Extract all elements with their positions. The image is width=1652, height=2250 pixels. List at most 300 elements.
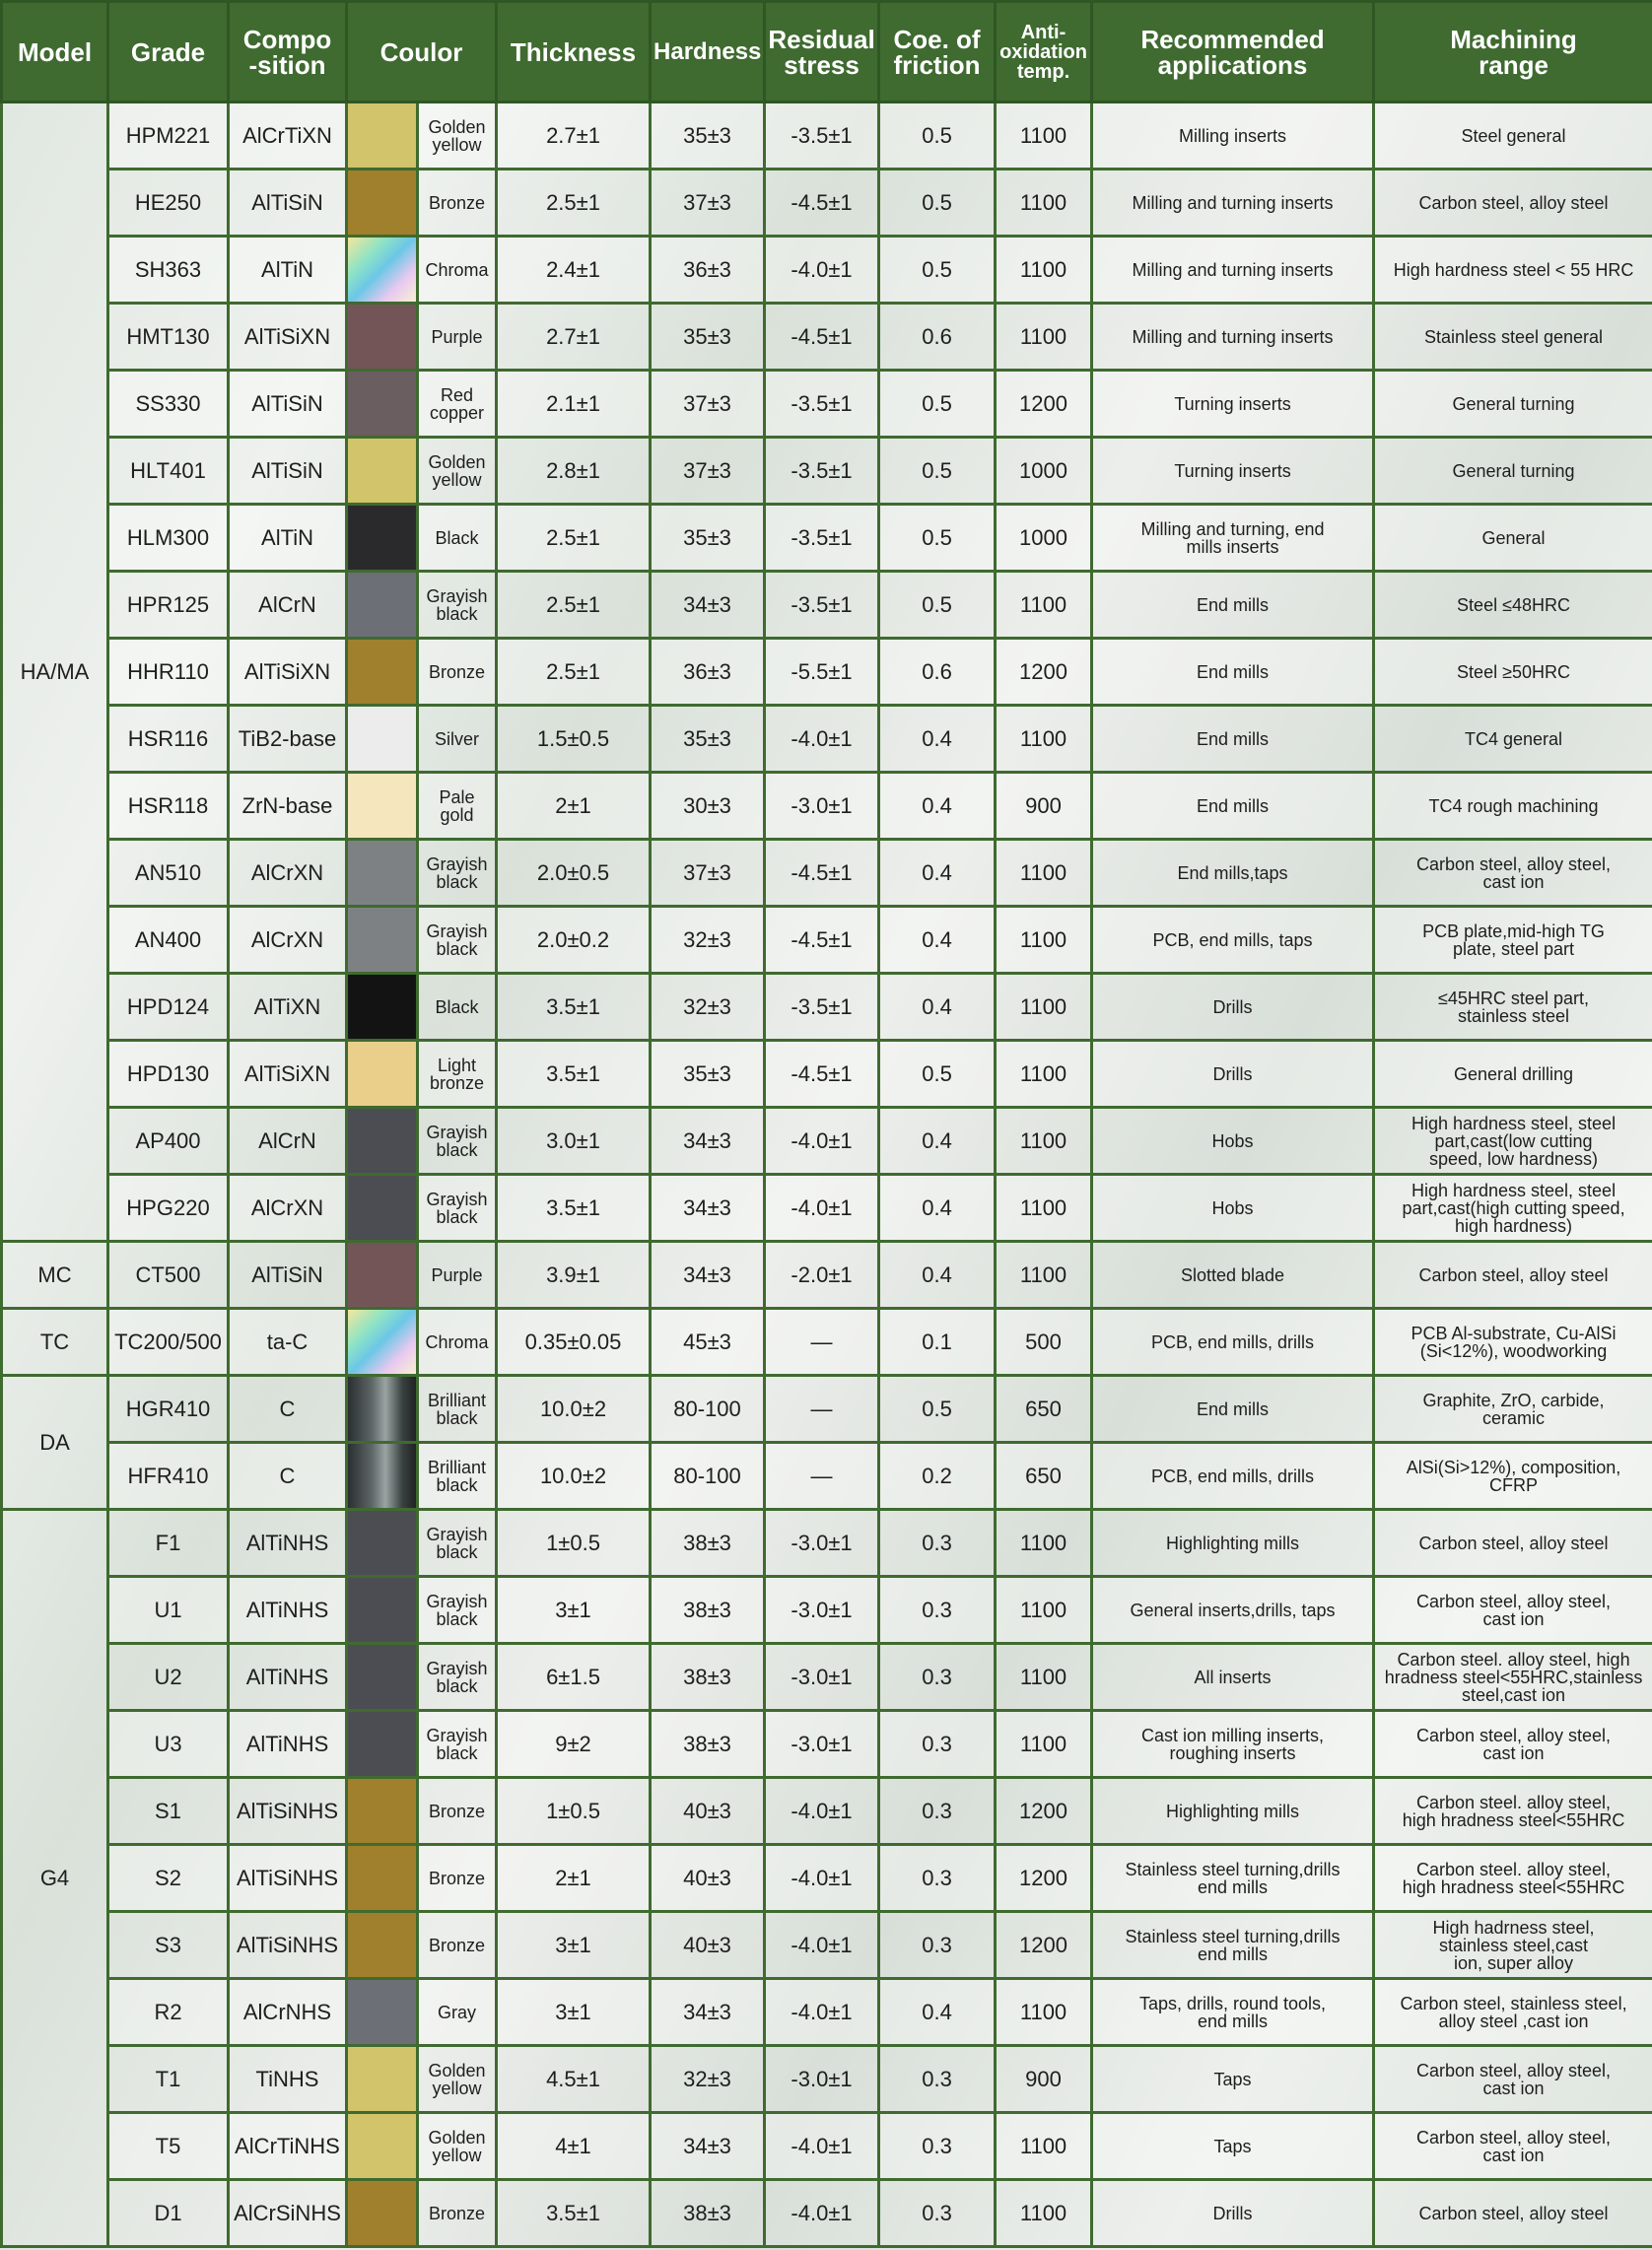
hardness-cell: 38±3 bbox=[651, 1711, 765, 1778]
machining-range-cell: Carbon steel, alloy steel bbox=[1374, 2180, 1652, 2247]
colour-swatch bbox=[347, 102, 418, 170]
colour-label-cell: Grayish black bbox=[418, 1510, 497, 1577]
header-friction: Coe. of friction bbox=[879, 2, 996, 102]
hardness-cell: 36±3 bbox=[651, 237, 765, 304]
colour-swatch bbox=[347, 1309, 418, 1376]
composition-cell: AlTiNHS bbox=[229, 1510, 347, 1577]
header-row bbox=[2, 2, 1652, 102]
friction-cell: 0.2 bbox=[879, 1443, 996, 1510]
header-applications: Recommended applications bbox=[1092, 2, 1374, 102]
colour-swatch-fill bbox=[348, 1511, 416, 1575]
application-cell: Slotted blade bbox=[1092, 1242, 1374, 1309]
header-anti-oxidation: Anti- oxidation temp. bbox=[996, 2, 1092, 102]
colour-swatch bbox=[347, 1510, 418, 1577]
composition-cell: AlTiSiXN bbox=[229, 1041, 347, 1108]
hardness-cell: 34±3 bbox=[651, 1979, 765, 2046]
colour-swatch bbox=[347, 706, 418, 773]
machining-range-cell: Carbon steel, alloy steel bbox=[1374, 1510, 1652, 1577]
friction-cell: 0.5 bbox=[879, 1376, 996, 1443]
colour-swatch-fill bbox=[348, 975, 416, 1039]
thickness-cell: 0.35±0.05 bbox=[497, 1309, 651, 1376]
table-row bbox=[2, 1644, 1652, 1711]
friction-cell: 0.5 bbox=[879, 102, 996, 170]
colour-swatch-fill bbox=[348, 1042, 416, 1106]
anti-oxidation-cell: 1200 bbox=[996, 1778, 1092, 1845]
residual-stress-cell: — bbox=[765, 1376, 879, 1443]
grade-cell: HSR118 bbox=[108, 773, 229, 840]
table-row bbox=[2, 170, 1652, 237]
colour-swatch-fill bbox=[348, 640, 416, 704]
application-cell: End mills bbox=[1092, 1376, 1374, 1443]
thickness-cell: 10.0±2 bbox=[497, 1443, 651, 1510]
grade-cell: T1 bbox=[108, 2046, 229, 2113]
colour-label-cell: Pale gold bbox=[418, 773, 497, 840]
table-row bbox=[2, 1577, 1652, 1644]
colour-swatch bbox=[347, 505, 418, 572]
friction-cell: 0.4 bbox=[879, 1108, 996, 1175]
application-cell: Hobs bbox=[1092, 1175, 1374, 1242]
table-row bbox=[2, 304, 1652, 371]
colour-swatch-fill bbox=[348, 1109, 416, 1173]
friction-cell: 0.3 bbox=[879, 2113, 996, 2180]
hardness-cell: 40±3 bbox=[651, 1912, 765, 1979]
machining-range-cell: Carbon steel, alloy steel, cast ion bbox=[1374, 2046, 1652, 2113]
table-row bbox=[2, 1912, 1652, 1979]
grade-cell: HHR110 bbox=[108, 639, 229, 706]
friction-cell: 0.5 bbox=[879, 170, 996, 237]
composition-cell: AlTiSiXN bbox=[229, 304, 347, 371]
colour-label-cell: Grayish black bbox=[418, 1644, 497, 1711]
hardness-cell: 38±3 bbox=[651, 1644, 765, 1711]
colour-label-cell: Golden yellow bbox=[418, 438, 497, 505]
table-row bbox=[2, 1845, 1652, 1912]
residual-stress-cell: -4.0±1 bbox=[765, 1778, 879, 1845]
anti-oxidation-cell: 1100 bbox=[996, 170, 1092, 237]
colour-swatch bbox=[347, 1242, 418, 1309]
colour-label-cell: Red copper bbox=[418, 371, 497, 438]
composition-cell: AlCrXN bbox=[229, 907, 347, 974]
composition-cell: AlCrNHS bbox=[229, 1979, 347, 2046]
residual-stress-cell: — bbox=[765, 1309, 879, 1376]
composition-cell: AlCrXN bbox=[229, 1175, 347, 1242]
anti-oxidation-cell: 1100 bbox=[996, 1979, 1092, 2046]
friction-cell: 0.5 bbox=[879, 237, 996, 304]
colour-swatch bbox=[347, 2180, 418, 2247]
composition-cell: ZrN-base bbox=[229, 773, 347, 840]
colour-swatch-fill bbox=[348, 1980, 416, 2044]
application-cell: End mills bbox=[1092, 706, 1374, 773]
application-cell: Highlighting mills bbox=[1092, 1778, 1374, 1845]
grade-cell: CT500 bbox=[108, 1242, 229, 1309]
residual-stress-cell: -4.0±1 bbox=[765, 706, 879, 773]
hardness-cell: 45±3 bbox=[651, 1309, 765, 1376]
header-colour: Coulor bbox=[347, 2, 497, 102]
anti-oxidation-cell: 500 bbox=[996, 1309, 1092, 1376]
colour-swatch-fill bbox=[348, 2181, 416, 2245]
application-cell: Milling and turning inserts bbox=[1092, 304, 1374, 371]
friction-cell: 0.4 bbox=[879, 773, 996, 840]
hardness-cell: 37±3 bbox=[651, 371, 765, 438]
residual-stress-cell: -3.0±1 bbox=[765, 1711, 879, 1778]
colour-label-cell: Grayish black bbox=[418, 1108, 497, 1175]
composition-cell: AlCrN bbox=[229, 572, 347, 639]
composition-cell: C bbox=[229, 1376, 347, 1443]
colour-label-cell: Purple bbox=[418, 1242, 497, 1309]
friction-cell: 0.3 bbox=[879, 1577, 996, 1644]
grade-cell: S3 bbox=[108, 1912, 229, 1979]
thickness-cell: 2±1 bbox=[497, 1845, 651, 1912]
residual-stress-cell: — bbox=[765, 1443, 879, 1510]
thickness-cell: 3±1 bbox=[497, 1912, 651, 1979]
colour-swatch bbox=[347, 237, 418, 304]
machining-range-cell: Steel ≥50HRC bbox=[1374, 639, 1652, 706]
thickness-cell: 1±0.5 bbox=[497, 1510, 651, 1577]
composition-cell: AlTiSiN bbox=[229, 1242, 347, 1309]
composition-cell: AlTiXN bbox=[229, 974, 347, 1041]
colour-swatch bbox=[347, 2113, 418, 2180]
anti-oxidation-cell: 1100 bbox=[996, 1577, 1092, 1644]
colour-swatch-fill bbox=[348, 1846, 416, 1910]
thickness-cell: 3.5±1 bbox=[497, 2180, 651, 2247]
colour-swatch-fill bbox=[348, 841, 416, 905]
machining-range-cell: PCB plate,mid-high TG plate, steel part bbox=[1374, 907, 1652, 974]
application-cell: Turning inserts bbox=[1092, 438, 1374, 505]
hardness-cell: 32±3 bbox=[651, 974, 765, 1041]
thickness-cell: 2±1 bbox=[497, 773, 651, 840]
colour-label-cell: Brilliant black bbox=[418, 1376, 497, 1443]
anti-oxidation-cell: 1100 bbox=[996, 2113, 1092, 2180]
table-row bbox=[2, 438, 1652, 505]
anti-oxidation-cell: 1100 bbox=[996, 304, 1092, 371]
table-row bbox=[2, 1979, 1652, 2046]
colour-label-cell: Bronze bbox=[418, 2180, 497, 2247]
thickness-cell: 3.5±1 bbox=[497, 974, 651, 1041]
residual-stress-cell: -4.0±1 bbox=[765, 237, 879, 304]
colour-label-cell: Bronze bbox=[418, 1778, 497, 1845]
colour-swatch-fill bbox=[348, 1176, 416, 1240]
residual-stress-cell: -4.0±1 bbox=[765, 1845, 879, 1912]
anti-oxidation-cell: 1100 bbox=[996, 907, 1092, 974]
machining-range-cell: TC4 rough machining bbox=[1374, 773, 1652, 840]
colour-swatch bbox=[347, 1041, 418, 1108]
colour-swatch-fill bbox=[348, 238, 416, 302]
machining-range-cell: Carbon steel, alloy steel, cast ion bbox=[1374, 2113, 1652, 2180]
friction-cell: 0.4 bbox=[879, 1242, 996, 1309]
thickness-cell: 4±1 bbox=[497, 2113, 651, 2180]
hardness-cell: 80-100 bbox=[651, 1376, 765, 1443]
hardness-cell: 34±3 bbox=[651, 1175, 765, 1242]
residual-stress-cell: -3.5±1 bbox=[765, 438, 879, 505]
anti-oxidation-cell: 1200 bbox=[996, 639, 1092, 706]
machining-range-cell: Steel general bbox=[1374, 102, 1652, 170]
grade-cell: HSR116 bbox=[108, 706, 229, 773]
colour-swatch-fill bbox=[348, 1377, 416, 1441]
colour-swatch-fill bbox=[348, 1913, 416, 1977]
colour-swatch bbox=[347, 1443, 418, 1510]
anti-oxidation-cell: 1100 bbox=[996, 1711, 1092, 1778]
application-cell: Stainless steel turning,drills end mills bbox=[1092, 1845, 1374, 1912]
residual-stress-cell: -3.0±1 bbox=[765, 2046, 879, 2113]
model-cell: MC bbox=[2, 1242, 108, 1309]
thickness-cell: 3±1 bbox=[497, 1577, 651, 1644]
application-cell: End mills bbox=[1092, 639, 1374, 706]
thickness-cell: 2.5±1 bbox=[497, 505, 651, 572]
table-row bbox=[2, 1376, 1652, 1443]
colour-label-cell: Golden yellow bbox=[418, 2046, 497, 2113]
residual-stress-cell: -4.0±1 bbox=[765, 2180, 879, 2247]
colour-label-cell: Bronze bbox=[418, 1845, 497, 1912]
friction-cell: 0.3 bbox=[879, 1644, 996, 1711]
machining-range-cell: Carbon steel, stainless steel, alloy steel ,cast ion bbox=[1374, 1979, 1652, 2046]
colour-swatch bbox=[347, 170, 418, 237]
anti-oxidation-cell: 1100 bbox=[996, 1175, 1092, 1242]
grade-cell: U2 bbox=[108, 1644, 229, 1711]
anti-oxidation-cell: 1100 bbox=[996, 2180, 1092, 2247]
thickness-cell: 2.0±0.2 bbox=[497, 907, 651, 974]
application-cell: All inserts bbox=[1092, 1644, 1374, 1711]
table-row bbox=[2, 1108, 1652, 1175]
anti-oxidation-cell: 1100 bbox=[996, 572, 1092, 639]
residual-stress-cell: -3.5±1 bbox=[765, 974, 879, 1041]
application-cell: PCB, end mills, drills bbox=[1092, 1443, 1374, 1510]
colour-swatch bbox=[347, 1711, 418, 1778]
table-row bbox=[2, 505, 1652, 572]
grade-cell: F1 bbox=[108, 1510, 229, 1577]
table-row bbox=[2, 1175, 1652, 1242]
table-row bbox=[2, 2180, 1652, 2247]
colour-swatch bbox=[347, 1845, 418, 1912]
anti-oxidation-cell: 1100 bbox=[996, 1510, 1092, 1577]
colour-swatch bbox=[347, 304, 418, 371]
friction-cell: 0.3 bbox=[879, 2180, 996, 2247]
colour-swatch-fill bbox=[348, 372, 416, 436]
hardness-cell: 35±3 bbox=[651, 706, 765, 773]
colour-swatch-fill bbox=[348, 1645, 416, 1709]
thickness-cell: 3.5±1 bbox=[497, 1175, 651, 1242]
thickness-cell: 10.0±2 bbox=[497, 1376, 651, 1443]
colour-swatch bbox=[347, 840, 418, 907]
grade-cell: AP400 bbox=[108, 1108, 229, 1175]
grade-cell: HMT130 bbox=[108, 304, 229, 371]
colour-label-cell: Grayish black bbox=[418, 1577, 497, 1644]
composition-cell: AlTiSiN bbox=[229, 170, 347, 237]
application-cell: Milling and turning inserts bbox=[1092, 237, 1374, 304]
machining-range-cell: High hardness steel < 55 HRC bbox=[1374, 237, 1652, 304]
residual-stress-cell: -4.5±1 bbox=[765, 1041, 879, 1108]
thickness-cell: 3.5±1 bbox=[497, 1041, 651, 1108]
header-grade: Grade bbox=[108, 2, 229, 102]
header-residual-stress: Residual stress bbox=[765, 2, 879, 102]
thickness-cell: 6±1.5 bbox=[497, 1644, 651, 1711]
composition-cell: AlCrTiXN bbox=[229, 102, 347, 170]
table-row bbox=[2, 371, 1652, 438]
machining-range-cell: Steel ≤48HRC bbox=[1374, 572, 1652, 639]
application-cell: Stainless steel turning,drills end mills bbox=[1092, 1912, 1374, 1979]
application-cell: Drills bbox=[1092, 974, 1374, 1041]
table-row bbox=[2, 102, 1652, 170]
machining-range-cell: High hadrness steel, stainless steel,cast ion, super alloy bbox=[1374, 1912, 1652, 1979]
machining-range-cell: Graphite, ZrO, carbide, ceramic bbox=[1374, 1376, 1652, 1443]
residual-stress-cell: -4.0±1 bbox=[765, 1108, 879, 1175]
colour-swatch bbox=[347, 1577, 418, 1644]
composition-cell: AlTiSiNHS bbox=[229, 1912, 347, 1979]
colour-swatch bbox=[347, 1778, 418, 1845]
model-cell: G4 bbox=[2, 1510, 108, 2247]
composition-cell: AlCrSiNHS bbox=[229, 2180, 347, 2247]
colour-label-cell: Grayish black bbox=[418, 1711, 497, 1778]
friction-cell: 0.1 bbox=[879, 1309, 996, 1376]
thickness-cell: 1±0.5 bbox=[497, 1778, 651, 1845]
hardness-cell: 35±3 bbox=[651, 102, 765, 170]
hardness-cell: 40±3 bbox=[651, 1845, 765, 1912]
friction-cell: 0.4 bbox=[879, 706, 996, 773]
colour-label-cell: Black bbox=[418, 974, 497, 1041]
colour-label-cell: Bronze bbox=[418, 639, 497, 706]
hardness-cell: 80-100 bbox=[651, 1443, 765, 1510]
grade-cell: S2 bbox=[108, 1845, 229, 1912]
anti-oxidation-cell: 900 bbox=[996, 773, 1092, 840]
colour-swatch bbox=[347, 2046, 418, 2113]
hardness-cell: 38±3 bbox=[651, 1577, 765, 1644]
machining-range-cell: Carbon steel, alloy steel, cast ion bbox=[1374, 840, 1652, 907]
friction-cell: 0.3 bbox=[879, 1912, 996, 1979]
machining-range-cell: Carbon steel. alloy steel, high hradness steel<55HRC bbox=[1374, 1778, 1652, 1845]
colour-swatch bbox=[347, 907, 418, 974]
thickness-cell: 9±2 bbox=[497, 1711, 651, 1778]
colour-swatch-fill bbox=[348, 573, 416, 637]
anti-oxidation-cell: 1200 bbox=[996, 1845, 1092, 1912]
colour-label-cell: Golden yellow bbox=[418, 102, 497, 170]
residual-stress-cell: -4.0±1 bbox=[765, 1175, 879, 1242]
grade-cell: S1 bbox=[108, 1778, 229, 1845]
grade-cell: HPG220 bbox=[108, 1175, 229, 1242]
hardness-cell: 32±3 bbox=[651, 907, 765, 974]
machining-range-cell: General turning bbox=[1374, 371, 1652, 438]
composition-cell: AlTiSiXN bbox=[229, 639, 347, 706]
friction-cell: 0.3 bbox=[879, 1778, 996, 1845]
residual-stress-cell: -4.0±1 bbox=[765, 1979, 879, 2046]
anti-oxidation-cell: 1100 bbox=[996, 1108, 1092, 1175]
colour-label-cell: Light bronze bbox=[418, 1041, 497, 1108]
thickness-cell: 3±1 bbox=[497, 1979, 651, 2046]
colour-label-cell: Golden yellow bbox=[418, 2113, 497, 2180]
friction-cell: 0.5 bbox=[879, 1041, 996, 1108]
friction-cell: 0.5 bbox=[879, 438, 996, 505]
composition-cell: ta-C bbox=[229, 1309, 347, 1376]
friction-cell: 0.6 bbox=[879, 639, 996, 706]
residual-stress-cell: -3.5±1 bbox=[765, 102, 879, 170]
machining-range-cell: Stainless steel general bbox=[1374, 304, 1652, 371]
application-cell: Taps bbox=[1092, 2113, 1374, 2180]
thickness-cell: 4.5±1 bbox=[497, 2046, 651, 2113]
anti-oxidation-cell: 1200 bbox=[996, 371, 1092, 438]
composition-cell: TiNHS bbox=[229, 2046, 347, 2113]
hardness-cell: 35±3 bbox=[651, 304, 765, 371]
colour-swatch-fill bbox=[348, 170, 416, 235]
colour-swatch bbox=[347, 1175, 418, 1242]
composition-cell: AlTiNHS bbox=[229, 1577, 347, 1644]
anti-oxidation-cell: 1000 bbox=[996, 438, 1092, 505]
table-row bbox=[2, 1242, 1652, 1309]
application-cell: End mills,taps bbox=[1092, 840, 1374, 907]
hardness-cell: 36±3 bbox=[651, 639, 765, 706]
composition-cell: AlTiSiN bbox=[229, 371, 347, 438]
table-row bbox=[2, 840, 1652, 907]
colour-swatch bbox=[347, 1376, 418, 1443]
residual-stress-cell: -3.0±1 bbox=[765, 1577, 879, 1644]
residual-stress-cell: -4.5±1 bbox=[765, 304, 879, 371]
hardness-cell: 30±3 bbox=[651, 773, 765, 840]
anti-oxidation-cell: 1200 bbox=[996, 1912, 1092, 1979]
model-cell: TC bbox=[2, 1309, 108, 1376]
composition-cell: AlCrTiNHS bbox=[229, 2113, 347, 2180]
hardness-cell: 37±3 bbox=[651, 840, 765, 907]
friction-cell: 0.4 bbox=[879, 1979, 996, 2046]
friction-cell: 0.5 bbox=[879, 572, 996, 639]
colour-swatch-fill bbox=[348, 2047, 416, 2111]
hardness-cell: 35±3 bbox=[651, 505, 765, 572]
residual-stress-cell: -2.0±1 bbox=[765, 1242, 879, 1309]
anti-oxidation-cell: 1100 bbox=[996, 102, 1092, 170]
grade-cell: HLT401 bbox=[108, 438, 229, 505]
grade-cell: HLM300 bbox=[108, 505, 229, 572]
machining-range-cell: PCB Al-substrate, Cu-AlSi (Si<12%), woodworking bbox=[1374, 1309, 1652, 1376]
machining-range-cell: High hardness steel, steel part,cast(low cutting speed, low hardness) bbox=[1374, 1108, 1652, 1175]
hardness-cell: 40±3 bbox=[651, 1778, 765, 1845]
thickness-cell: 3.0±1 bbox=[497, 1108, 651, 1175]
thickness-cell: 1.5±0.5 bbox=[497, 706, 651, 773]
machining-range-cell: Carbon steel, alloy steel, cast ion bbox=[1374, 1577, 1652, 1644]
colour-label-cell: Gray bbox=[418, 1979, 497, 2046]
application-cell: End mills bbox=[1092, 773, 1374, 840]
table-row bbox=[2, 639, 1652, 706]
application-cell: PCB, end mills, drills bbox=[1092, 1309, 1374, 1376]
thickness-cell: 2.7±1 bbox=[497, 304, 651, 371]
grade-cell: D1 bbox=[108, 2180, 229, 2247]
colour-label-cell: Bronze bbox=[418, 170, 497, 237]
table-row bbox=[2, 2046, 1652, 2113]
model-cell: HA/MA bbox=[2, 102, 108, 1242]
colour-swatch-fill bbox=[348, 1243, 416, 1307]
hardness-cell: 34±3 bbox=[651, 1242, 765, 1309]
colour-swatch bbox=[347, 1644, 418, 1711]
residual-stress-cell: -3.0±1 bbox=[765, 1510, 879, 1577]
colour-swatch bbox=[347, 639, 418, 706]
colour-swatch-fill bbox=[348, 908, 416, 972]
grade-cell: R2 bbox=[108, 1979, 229, 2046]
colour-swatch bbox=[347, 572, 418, 639]
colour-label-cell: Bronze bbox=[418, 1912, 497, 1979]
friction-cell: 0.3 bbox=[879, 1845, 996, 1912]
hardness-cell: 37±3 bbox=[651, 438, 765, 505]
hardness-cell: 34±3 bbox=[651, 2113, 765, 2180]
anti-oxidation-cell: 1100 bbox=[996, 1644, 1092, 1711]
header-model: Model bbox=[2, 2, 108, 102]
application-cell: Cast ion milling inserts, roughing inserts bbox=[1092, 1711, 1374, 1778]
machining-range-cell: General drilling bbox=[1374, 1041, 1652, 1108]
table-row bbox=[2, 1778, 1652, 1845]
colour-label-cell: Grayish black bbox=[418, 572, 497, 639]
composition-cell: TiB2-base bbox=[229, 706, 347, 773]
thickness-cell: 2.1±1 bbox=[497, 371, 651, 438]
grade-cell: AN400 bbox=[108, 907, 229, 974]
composition-cell: AlTiSiNHS bbox=[229, 1778, 347, 1845]
composition-cell: AlCrXN bbox=[229, 840, 347, 907]
application-cell: Milling inserts bbox=[1092, 102, 1374, 170]
machining-range-cell: Carbon steel. alloy steel, high hradness steel<55HRC,stainless steel,cast ion bbox=[1374, 1644, 1652, 1711]
application-cell: Hobs bbox=[1092, 1108, 1374, 1175]
machining-range-cell: AlSi(Si>12%), composition, CFRP bbox=[1374, 1443, 1652, 1510]
